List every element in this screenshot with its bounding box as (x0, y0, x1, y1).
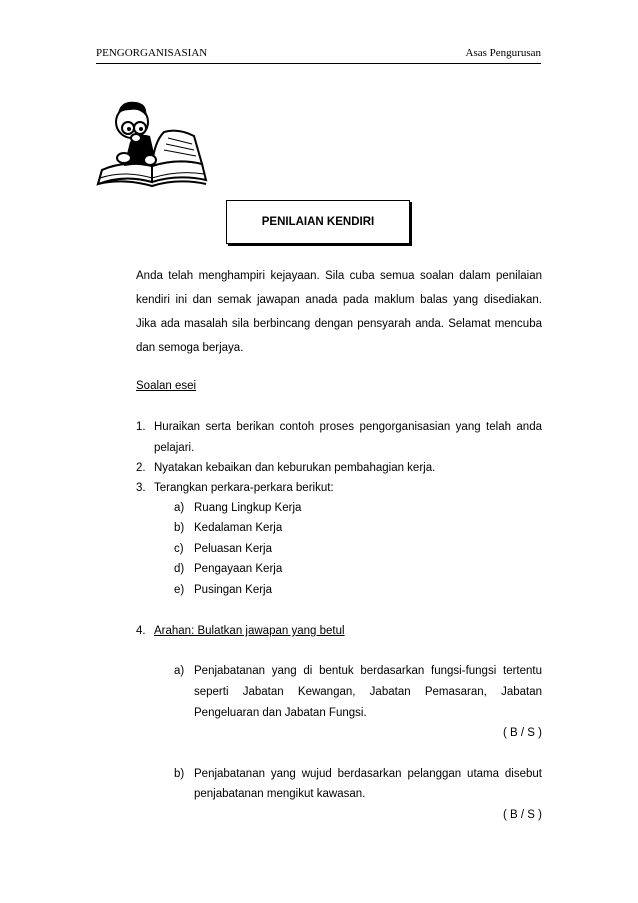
section-heading: Soalan esei (136, 380, 197, 392)
q3-item-label: c) (174, 543, 184, 555)
q4a-line-1: Penjabatanan yang di bentuk berdasarkan fungsi-fungsi tertentu (194, 665, 542, 677)
q3-item-label: b) (174, 522, 185, 534)
q3-text: Terangkan perkara-perkara berikut: (154, 482, 334, 494)
q3-item-text: Ruang Lingkup Kerja (194, 502, 302, 514)
q3-item-text: Peluasan Kerja (194, 543, 272, 555)
q1-line-2: pelajari. (154, 442, 195, 454)
q4-number: 4. (136, 625, 146, 637)
q3-number: 3. (136, 482, 146, 494)
q4a-answer-choice[interactable]: ( B / S ) (503, 727, 542, 739)
q4a-line-2: seperti Jabatan Kewangan, Jabatan Pemasaran, Jabatan (194, 686, 542, 698)
q3-item-text: Pusingan Kerja (194, 584, 272, 596)
q1-line-1: Huraikan serta berikan contoh proses pengorganisasian yang telah anda (154, 421, 542, 433)
q4-instruction: Arahan: Bulatkan jawapan yang betul (154, 625, 345, 637)
q4b-line-2: penjabatanan mengikut kawasan. (194, 788, 366, 800)
intro-line-2: kendiri ini dan semak jawapan anada pada maklum balas yang disediakan. (136, 294, 542, 306)
q4a-line-3: Pengeluaran dan Jabatan Fungsi. (194, 707, 367, 719)
header-chapter: PENGORGANISASIAN (96, 47, 208, 59)
q1-number: 1. (136, 421, 146, 433)
q4b-line-1: Penjabatanan yang wujud berdasarkan pelanggan utama disebut (194, 768, 542, 780)
q2-text: Nyatakan kebaikan dan keburukan pembahagian kerja. (154, 462, 436, 474)
header-subject: Asas Pengurusan (465, 47, 541, 59)
page-title: PENILAIAN KENDIRI (226, 200, 410, 244)
q3-item-label: d) (174, 563, 185, 575)
q4b-label: b) (174, 768, 185, 780)
reading-person-illustration (94, 92, 210, 192)
q2-number: 2. (136, 462, 146, 474)
q4a-label: a) (174, 665, 185, 677)
page-header (96, 45, 541, 64)
q3-item-label: e) (174, 584, 185, 596)
q3-item-label: a) (174, 502, 185, 514)
q3-item-text: Kedalaman Kerja (194, 522, 283, 534)
intro-line-3: Jika ada masalah sila berbincang dengan pensyarah anda. Selamat mencuba (136, 318, 542, 330)
q4b-answer-choice[interactable]: ( B / S ) (503, 809, 542, 821)
intro-line-4: dan semoga berjaya. (136, 342, 244, 354)
q3-item-text: Pengayaan Kerja (194, 563, 283, 575)
intro-line-1: Anda telah menghampiri kejayaan. Sila cuba semua soalan dalam penilaian (136, 270, 542, 282)
